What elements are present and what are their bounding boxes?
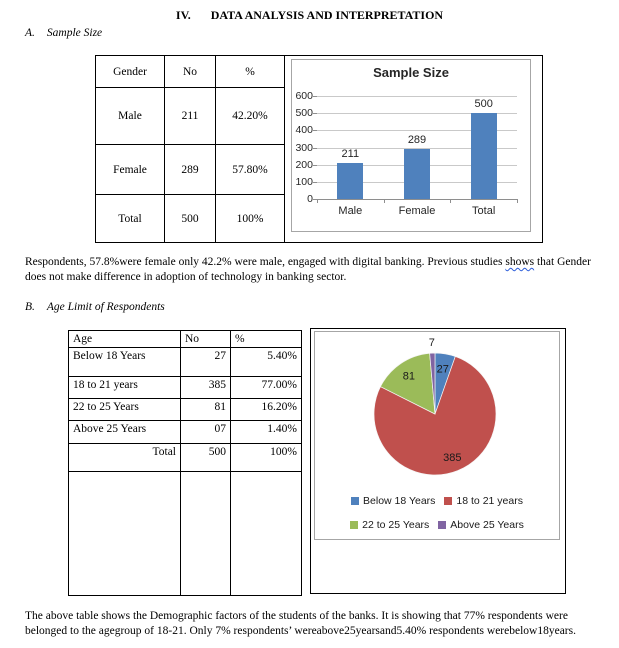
header-cell-no: No [165,56,216,88]
pie-data-label: 81 [402,370,416,383]
cell-label: Below 18 Years [69,348,181,377]
legend-label: Above 25 Years [450,519,524,531]
bar-data-label: 211 [341,147,360,160]
legend-label: 22 to 25 Years [362,519,430,531]
section-b-title: Age Limit of Respondents [46,301,165,313]
legend-marker-icon [350,521,358,529]
pie-legend-row [315,495,559,507]
cell-label: 22 to 25 Years [69,399,181,421]
table-row [69,348,302,377]
section-b-paragraph: The above table shows the Demographic factors of the students of the banks. It is showing that 77% respondents were belonged to the agegroup of 18-21. Only 7% respondents’ wereabove25yearsand5.40% respondents werebelow18years. [25,610,576,637]
header-cell-pct: % [231,331,302,348]
cell-no: 81 [181,399,231,421]
cell-pct: 16.20% [231,399,302,421]
y-axis-tick-label: 100 [295,175,313,188]
cell-pct: 100% [231,444,302,472]
table-row [69,421,302,444]
legend-marker-icon [438,521,446,529]
section-b-letter: B. [25,301,35,313]
y-axis-tick [313,182,317,183]
sample-size-table [95,55,543,243]
cell-label: Above 25 Years [69,421,181,444]
cell-pct: 77.00% [231,377,302,399]
header-cell-no: No [181,331,231,348]
empty-cell [231,472,302,596]
cell-no: 211 [165,88,216,145]
cell-pct: 1.40% [231,421,302,444]
pie-chart-cell [310,328,566,594]
spellcheck-word: shows [505,256,535,268]
pie-chart [314,331,560,540]
table-row [69,331,302,348]
paragraph-text: that Gender does not make difference in adoption of technology in banking sector. [25,256,591,283]
y-axis-tick [313,113,317,114]
legend-item-below-18-years [351,495,435,507]
x-axis-tick [450,200,451,203]
empty-cell [181,472,231,596]
bar-chart-cell [285,56,543,243]
legend-marker-icon [351,497,359,505]
y-axis-tick [313,165,317,166]
cell-no: 07 [181,421,231,444]
pie-legend-row [315,519,559,531]
age-limit-table [68,330,302,596]
cell-pct: 57.80% [216,145,285,195]
y-axis-tick [313,130,317,131]
cell-label: Male [96,88,165,145]
table-row [96,56,543,88]
legend-marker-icon [444,497,452,505]
bar-chart [291,59,531,232]
table-row [69,399,302,421]
section-a-paragraph [25,255,603,285]
legend-label: Below 18 Years [363,495,436,507]
cell-label: 18 to 21 years [69,377,181,399]
cell-label: Total [96,195,165,243]
paragraph-text: Respondents, 57.8%were female only 42.2% were male, engaged with digital banking. Previous studies [25,256,506,268]
gridline [317,96,517,97]
x-axis-tick [317,200,318,203]
table-row-empty [69,472,302,596]
cell-pct: 42.20% [216,88,285,145]
header-cell-pct: % [216,56,285,88]
x-axis-category-label: Total [472,205,496,217]
x-axis-category-label: Male [338,205,363,217]
cell-no: 385 [181,377,231,399]
y-axis-tick-label: 400 [295,124,313,137]
section-a-letter: A. [25,27,35,39]
bar-data-label: 289 [407,134,427,147]
section-a-title: Sample Size [46,27,103,39]
y-axis-tick-label: 200 [295,158,313,171]
x-axis-tick [384,200,385,203]
pie-data-label: 27 [436,363,449,376]
page-title-number: IV. [175,8,191,22]
pie-data-label: 7 [428,337,435,350]
y-axis-tick [313,148,317,149]
cell-no: 27 [181,348,231,377]
section-b-heading [25,301,165,313]
header-cell-age: Age [69,331,181,348]
legend-item-22-to-25-years [350,519,429,531]
page-title-text: DATA ANALYSIS AND INTERPRETATION [210,8,444,22]
bar-total [471,113,497,199]
empty-cell [69,472,181,596]
bar-female [404,149,430,199]
cell-no: 500 [181,444,231,472]
legend-item-18-to-21-years [444,495,523,507]
legend-label: 18 to 21 years [456,495,523,507]
cell-no: 500 [165,195,216,243]
cell-label-total: Total [69,444,181,472]
cell-pct: 5.40% [231,348,302,377]
x-axis-tick [517,200,518,203]
y-axis-tick [313,96,317,97]
x-axis-category-label: Female [398,205,436,217]
bar-data-label: 500 [474,98,493,111]
cell-label: Female [96,145,165,195]
y-axis-tick-label: 600 [295,90,313,102]
header-cell-gender: Gender [96,56,165,88]
table-row [69,377,302,399]
pie-data-label: 385 [443,452,462,464]
y-axis-tick-label: 500 [295,107,313,120]
page-title [0,8,619,23]
table-row [69,444,302,472]
y-axis-tick-label: 300 [295,141,313,154]
cell-no: 289 [165,145,216,195]
x-axis-line [317,199,518,200]
section-a-heading [25,27,102,39]
cell-pct: 100% [216,195,285,243]
bar-male [337,163,363,199]
legend-item-above-25-years [438,519,524,531]
y-axis-tick-label: 0 [307,193,313,205]
bar-chart-title: Sample Size [373,65,449,80]
